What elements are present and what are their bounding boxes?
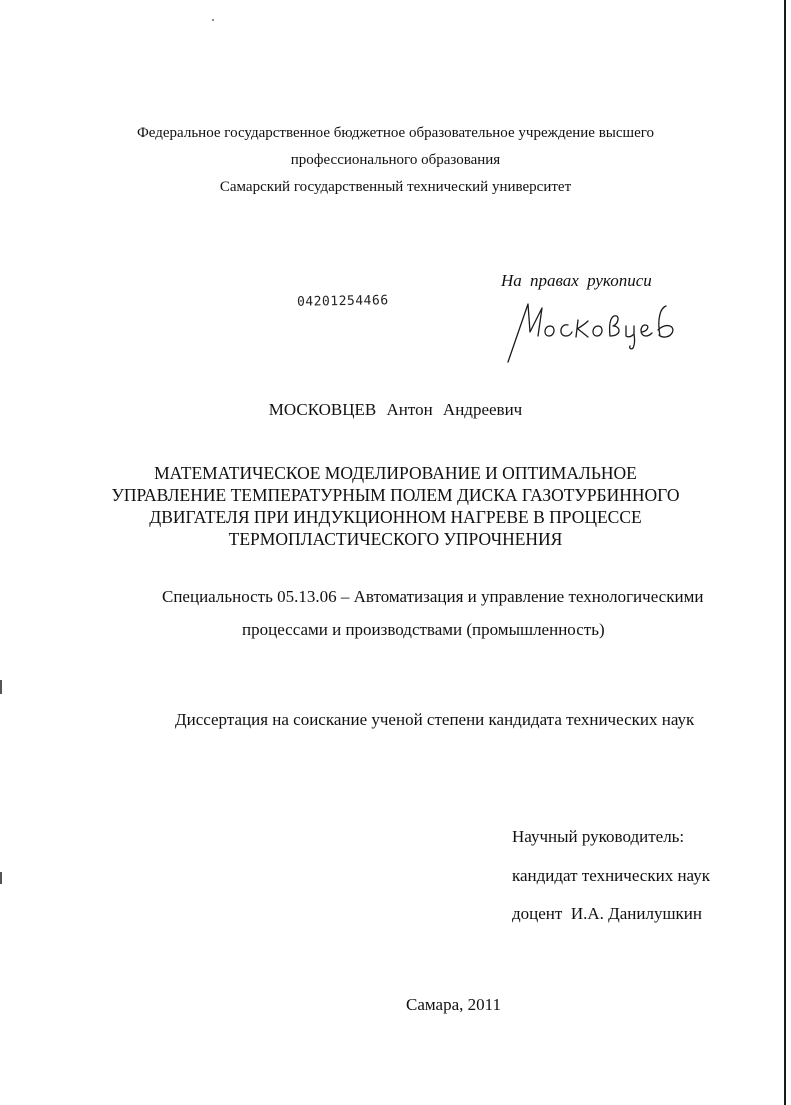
scan-mark-left xyxy=(0,680,2,694)
scan-mark-left xyxy=(0,872,2,884)
manuscript-note: На правах рукописи xyxy=(501,271,652,290)
supervisor-degree: кандидат технических наук xyxy=(512,866,710,885)
title-line: ТЕРМОПЛАСТИЧЕСКОГО УПРОЧНЕНИЯ xyxy=(228,529,563,549)
specialty-line-1: Специальность 05.13.06 – Автоматизация и управление технологическими xyxy=(162,587,704,606)
scan-speck xyxy=(212,19,214,21)
title-line: ДВИГАТЕЛЯ ПРИ ИНДУКЦИОННОМ НАГРЕВЕ В ПРОЦЕССЕ xyxy=(149,507,642,527)
handwritten-signature xyxy=(498,296,688,366)
institution-line-1: Федеральное государственное бюджетное образовательное учреждение высшего xyxy=(136,125,655,141)
registration-number: 04201254466 xyxy=(296,293,389,310)
title-line: УПРАВЛЕНИЕ ТЕМПЕРАТУРНЫМ ПОЛЕМ ДИСКА ГАЗОТУРБИННОГО xyxy=(111,485,680,505)
institution-line-3: Самарский государственный технический университет xyxy=(219,179,572,195)
degree-statement: Диссертация на соискание ученой степени кандидата технических наук xyxy=(175,710,695,729)
specialty-line-2: процессами и производствами (промышленность) xyxy=(242,620,605,639)
supervisor-label: Научный руководитель: xyxy=(512,827,685,846)
author-name: МОСКОВЦЕВ Антон Андреевич xyxy=(268,400,523,419)
city-year: Самара, 2011 xyxy=(406,995,501,1014)
title-line: МАТЕМАТИЧЕСКОЕ МОДЕЛИРОВАНИЕ И ОПТИМАЛЬНОЕ xyxy=(154,463,637,483)
institution-line-2: профессионального образования xyxy=(290,152,501,168)
supervisor-name: доцент И.А. Данилушкин xyxy=(512,904,702,923)
dissertation-title xyxy=(100,462,691,550)
